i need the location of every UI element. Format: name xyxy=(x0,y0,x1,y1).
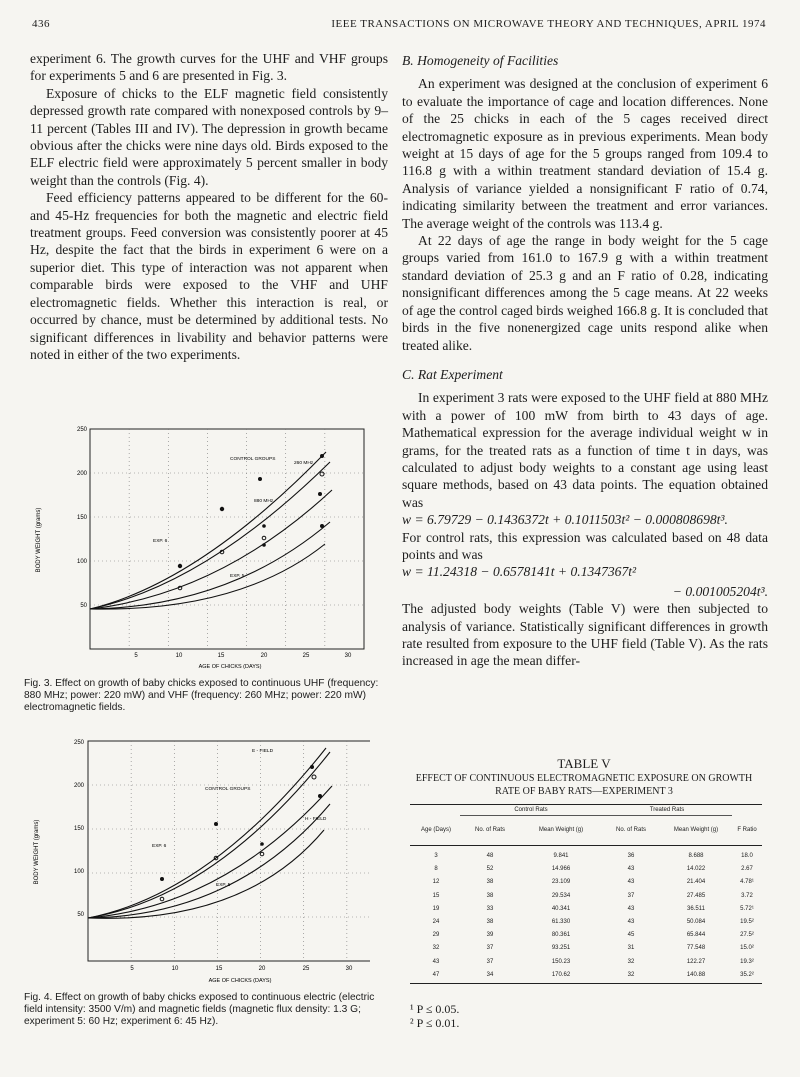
page-number: 436 xyxy=(32,18,50,30)
column-group-control: Control Rats xyxy=(460,805,602,815)
table-cell: 40.341 xyxy=(551,905,571,912)
table-cell: 52 xyxy=(486,866,494,873)
data-table xyxy=(410,805,762,981)
table-cell: 3 xyxy=(434,853,438,860)
table-cell: 8.688 xyxy=(688,853,704,860)
table-cell: 140.88 xyxy=(686,971,706,978)
annotation-exp6: EXP. 6 xyxy=(153,539,168,544)
curve-control-exp6 xyxy=(90,452,326,609)
column-header: F Ratio xyxy=(737,826,757,833)
figure-4 xyxy=(30,734,370,984)
table-cell: 36 xyxy=(627,853,635,860)
x-tick: 20 xyxy=(258,966,266,972)
table-cell: 15.0² xyxy=(740,945,754,952)
table-cell: 38 xyxy=(486,879,494,886)
annotation-exp6: EXP. 6 xyxy=(152,844,167,849)
right-column xyxy=(402,52,768,670)
table-cell: 2.67 xyxy=(741,866,753,873)
y-tick-labels xyxy=(74,740,85,918)
table-cell: 38 xyxy=(486,919,494,926)
table-cell: 29 xyxy=(432,932,440,939)
table-cell: 150.23 xyxy=(551,958,571,965)
table-cell: 37 xyxy=(627,892,635,899)
annotation-260: 260 MHz xyxy=(294,461,314,466)
y-tick: 50 xyxy=(77,912,84,918)
y-tick-labels xyxy=(77,427,88,609)
table-cell: 19.5² xyxy=(740,919,754,926)
curve-efield-exp6 xyxy=(88,748,326,918)
table-cell: 8 xyxy=(434,866,438,873)
curve-exp5-a xyxy=(88,804,330,918)
growth-curves xyxy=(88,748,332,918)
table-cell: 32 xyxy=(627,958,635,965)
table-cell: 43 xyxy=(627,866,635,873)
table-row xyxy=(410,915,762,928)
equation-treated: w = 6.79729 − 0.1436372t + 0.1011503t² − 0.000808698t³. xyxy=(402,512,728,528)
x-tick: 20 xyxy=(260,653,268,659)
figure-3 xyxy=(30,422,370,672)
table-cell: 3.72 xyxy=(741,892,753,899)
y-tick: 250 xyxy=(73,740,84,746)
table-cell: 43 xyxy=(627,905,635,912)
table-cell: 24 xyxy=(432,919,440,926)
x-tick: 30 xyxy=(344,653,352,659)
table-cell: 14.022 xyxy=(686,866,706,873)
table-title: EFFECT OF CONTINUOUS ELECTROMAGNETIC EXPOSURE ON GROWTH RATE OF BABY RATS—EXPERIMENT 3 xyxy=(415,773,753,797)
x-tick: 15 xyxy=(217,653,225,659)
table-cell: 43 xyxy=(627,919,635,926)
table-cell: 9.841 xyxy=(553,853,569,860)
table-cell: 122.27 xyxy=(686,958,706,965)
table-cell: 37 xyxy=(486,958,494,965)
table-cell: 32 xyxy=(627,971,635,978)
section-heading-c: C. Rat Experiment xyxy=(402,366,503,382)
column-header: Age (Days) xyxy=(420,826,451,833)
table-cell: 14.966 xyxy=(551,866,571,873)
table-cell: 33 xyxy=(486,905,494,912)
curve-control-exp6 xyxy=(88,752,330,918)
y-axis-label: BODY WEIGHT (grams) xyxy=(36,507,42,573)
paragraph: At 22 days of age the range in body weight for the 5 cage groups varied from 161.0 to 167.9 g with a within treatment standard deviation of 25.3 g and an F ratio of 0.28, indicating nonsignificant differences among the 5 cage means. At 22 weeks of age the control caged birds weighed 166.8 g. It is concluded that birds in the five nonenergized cage units respond alike when treated alike. xyxy=(402,233,768,353)
table-label: TABLE V xyxy=(557,756,611,771)
column-header: No. of Rats xyxy=(474,827,505,833)
table-cell: 43 xyxy=(432,958,440,965)
x-tick: 10 xyxy=(171,966,179,972)
table-cell: 19.3² xyxy=(740,958,754,965)
annotation-efield: E - FIELD xyxy=(252,749,274,754)
table-cell: 39 xyxy=(486,932,494,939)
table-cell: 65.844 xyxy=(686,932,706,939)
table-cell: 38 xyxy=(486,892,494,899)
table-cell: 23.109 xyxy=(551,879,571,886)
table-cell: 35.2² xyxy=(740,971,754,978)
figure-4-caption: Fig. 4. Effect on growth of baby chicks exposed to continuous electric (electric field intensity: 3500 V/m) and magnetic fields (magnetic flux density: 1.3 G; experiment 5: 60 Hz; experiment 6: 45 Hz). xyxy=(24,992,375,1028)
table-cell: 18.0 xyxy=(741,853,753,860)
table-row xyxy=(410,929,762,942)
table-row xyxy=(410,876,762,889)
y-tick: 100 xyxy=(76,559,87,565)
equation-control-line2: − 0.001005204t³. xyxy=(672,583,768,599)
table-cell: 50.084 xyxy=(686,919,706,926)
x-tick-labels xyxy=(130,966,353,972)
footnote-1: ¹ P ≤ 0.05. xyxy=(410,1002,460,1017)
x-tick: 5 xyxy=(134,653,138,659)
x-tick: 30 xyxy=(345,966,353,972)
paragraph: For control rats, this expression was calculated based on 48 data points and was xyxy=(402,529,768,562)
paragraph: In experiment 3 rats were exposed to the UHF field at 880 MHz with a power of 100 mW from birth to 43 days of age. Mathematical expression for the average individual weight w in grams, for the treated rats as a function of time t in days, was calculated to adjust body weights to a constant age using least square methods, based on 43 data points. The equation obtained was xyxy=(402,390,768,510)
table-cell: 21.404 xyxy=(686,879,706,886)
column-header: Mean Weight (g) xyxy=(538,827,584,833)
y-axis-label: BODY WEIGHT (grams) xyxy=(34,819,40,885)
table-cell: 27.485 xyxy=(686,892,706,899)
paragraph: Feed efficiency patterns appeared to be different for the 60- and 45-Hz frequencies for both the magnetic and electric field treatment groups. Feed conversion was consistently poorer at 45 Hz, despite the fact that the birds in experiment 6 were on a superior diet. This type of interaction was not apparent when comparable birds were exposed to the VHF and UHF electromagnetic fields. Whether this interaction is real, or occurred by chance, must be determined by additional tests. No significant differences in livability and behavior patterns were noted in either of the two experiments. xyxy=(30,190,388,362)
table-cell: 48 xyxy=(486,853,494,860)
paragraph: The adjusted body weights (Table V) were then subjected to analysis of variance. Statistically significant differences in growth rate resulted from exposure to the UHF field (Table V). As the rats increased in age the mean differ- xyxy=(402,601,768,669)
x-tick: 10 xyxy=(175,653,183,659)
table-cell: 43 xyxy=(627,879,635,886)
table-cell: 80.361 xyxy=(551,932,571,939)
data-markers xyxy=(160,765,322,901)
curve-880mhz-exp6 xyxy=(90,490,332,609)
annotation-hfield: H - FIELD xyxy=(305,817,327,822)
figure-annotations xyxy=(153,456,314,579)
table-cell: 93.251 xyxy=(551,945,571,952)
annotation-control: CONTROL GROUPS xyxy=(205,787,251,792)
table-cell: 170.62 xyxy=(551,971,571,978)
paragraph: experiment 6. The growth curves for the UHF and VHF groups for experiments 5 and 6 are presented in Fig. 3. xyxy=(30,51,388,84)
x-tick: 25 xyxy=(302,653,310,659)
table-cell: 77.548 xyxy=(686,945,706,952)
annotation-control: CONTROL GROUPS xyxy=(230,457,276,462)
y-tick: 250 xyxy=(76,427,87,433)
table-cell: 34 xyxy=(486,971,494,978)
y-tick: 200 xyxy=(73,783,84,789)
annotation-exp5: EXP. 5 xyxy=(230,574,245,579)
equation-control-line1: w = 11.24318 − 0.6578141t + 0.1347367t² xyxy=(402,564,637,580)
table-cell: 19 xyxy=(432,905,440,912)
y-tick: 200 xyxy=(76,471,87,477)
table-cell: 37 xyxy=(486,945,494,952)
column-header: Mean Weight (g) xyxy=(673,827,719,833)
table-cell: 45 xyxy=(627,932,635,939)
table-cell: 36.511 xyxy=(687,905,705,912)
x-tick-labels xyxy=(134,653,352,659)
x-tick: 15 xyxy=(215,966,223,972)
table-row xyxy=(410,955,762,968)
table-cell: 31 xyxy=(627,945,635,952)
x-tick: 25 xyxy=(302,966,310,972)
annotation-880: 880 MHz xyxy=(254,499,274,504)
table-cell: 27.5² xyxy=(740,932,754,939)
x-axis-label: AGE OF CHICKS (DAYS) xyxy=(198,664,262,670)
paragraph: An experiment was designed at the conclusion of experiment 6 to evaluate the importance of cage and location differences. None of the 25 chicks in each of the 5 cages received direct electromagnetic exposure as in previous experiments. Mean body weight at 15 days of age for the 5 groups ranged from 109.4 to 116.8 g with a within treatment standard deviation of 15.4 g. Analysis of variance yielded a nonsignificant F ratio of 0.74, indicating similarity between the treatment and error variances. The average weight of the controls was 113.4 g. xyxy=(402,76,768,231)
footnote-2: ² P ≤ 0.01. xyxy=(410,1016,460,1031)
annotation-exp5: EXP. 5 xyxy=(216,883,231,888)
table-cell: 61.330 xyxy=(551,919,571,926)
table-cell: 32 xyxy=(432,945,440,952)
figure-3-caption: Fig. 3. Effect on growth of baby chicks exposed to continuous UHF (frequency: 880 MHz; power: 220 mW) and VHF (frequency: 260 MHz; power: 220 mW) electromagnetic fields. xyxy=(24,678,379,714)
y-tick: 150 xyxy=(76,515,87,521)
table-cell: 15 xyxy=(432,892,440,899)
table-row xyxy=(410,968,762,981)
table-row xyxy=(410,942,762,955)
growth-curves xyxy=(90,452,332,609)
table-row xyxy=(410,902,762,915)
table-cell: 4.78¹ xyxy=(740,879,754,886)
paragraph: Exposure of chicks to the ELF magnetic field consistently depressed growth rate compared with nonexposed controls by 9–11 percent (Tables III and IV). The depression in growth became obvious after the chicks were nine days old. Birds exposed to the ELF electric field were approximately 5 percent smaller in body weight than the controls (Fig. 4). xyxy=(30,85,388,188)
table-cell: 12 xyxy=(432,879,440,886)
table-row xyxy=(410,889,762,902)
table-v xyxy=(398,756,770,1030)
y-tick: 50 xyxy=(80,603,87,609)
column-header: No. of Rats xyxy=(615,827,646,833)
x-axis-label: AGE OF CHICKS (DAYS) xyxy=(208,978,272,984)
table-cell: 29.534 xyxy=(551,892,571,899)
table-cell: 47 xyxy=(432,971,440,978)
curve-exp5-b xyxy=(88,830,324,918)
x-tick: 5 xyxy=(130,966,134,972)
y-tick: 150 xyxy=(73,826,84,832)
section-heading-b: B. Homogeneity of Facilities xyxy=(402,53,559,68)
table-row xyxy=(410,863,762,876)
table-row xyxy=(410,850,762,863)
table-cell: 5.72¹ xyxy=(740,905,754,912)
y-tick: 100 xyxy=(73,869,84,875)
column-group-treated: Treated Rats xyxy=(602,805,732,815)
running-header: IEEE TRANSACTIONS ON MICROWAVE THEORY AND TECHNIQUES, APRIL 1974 xyxy=(331,18,766,30)
left-column xyxy=(30,50,388,363)
curve-hfield xyxy=(88,786,332,918)
